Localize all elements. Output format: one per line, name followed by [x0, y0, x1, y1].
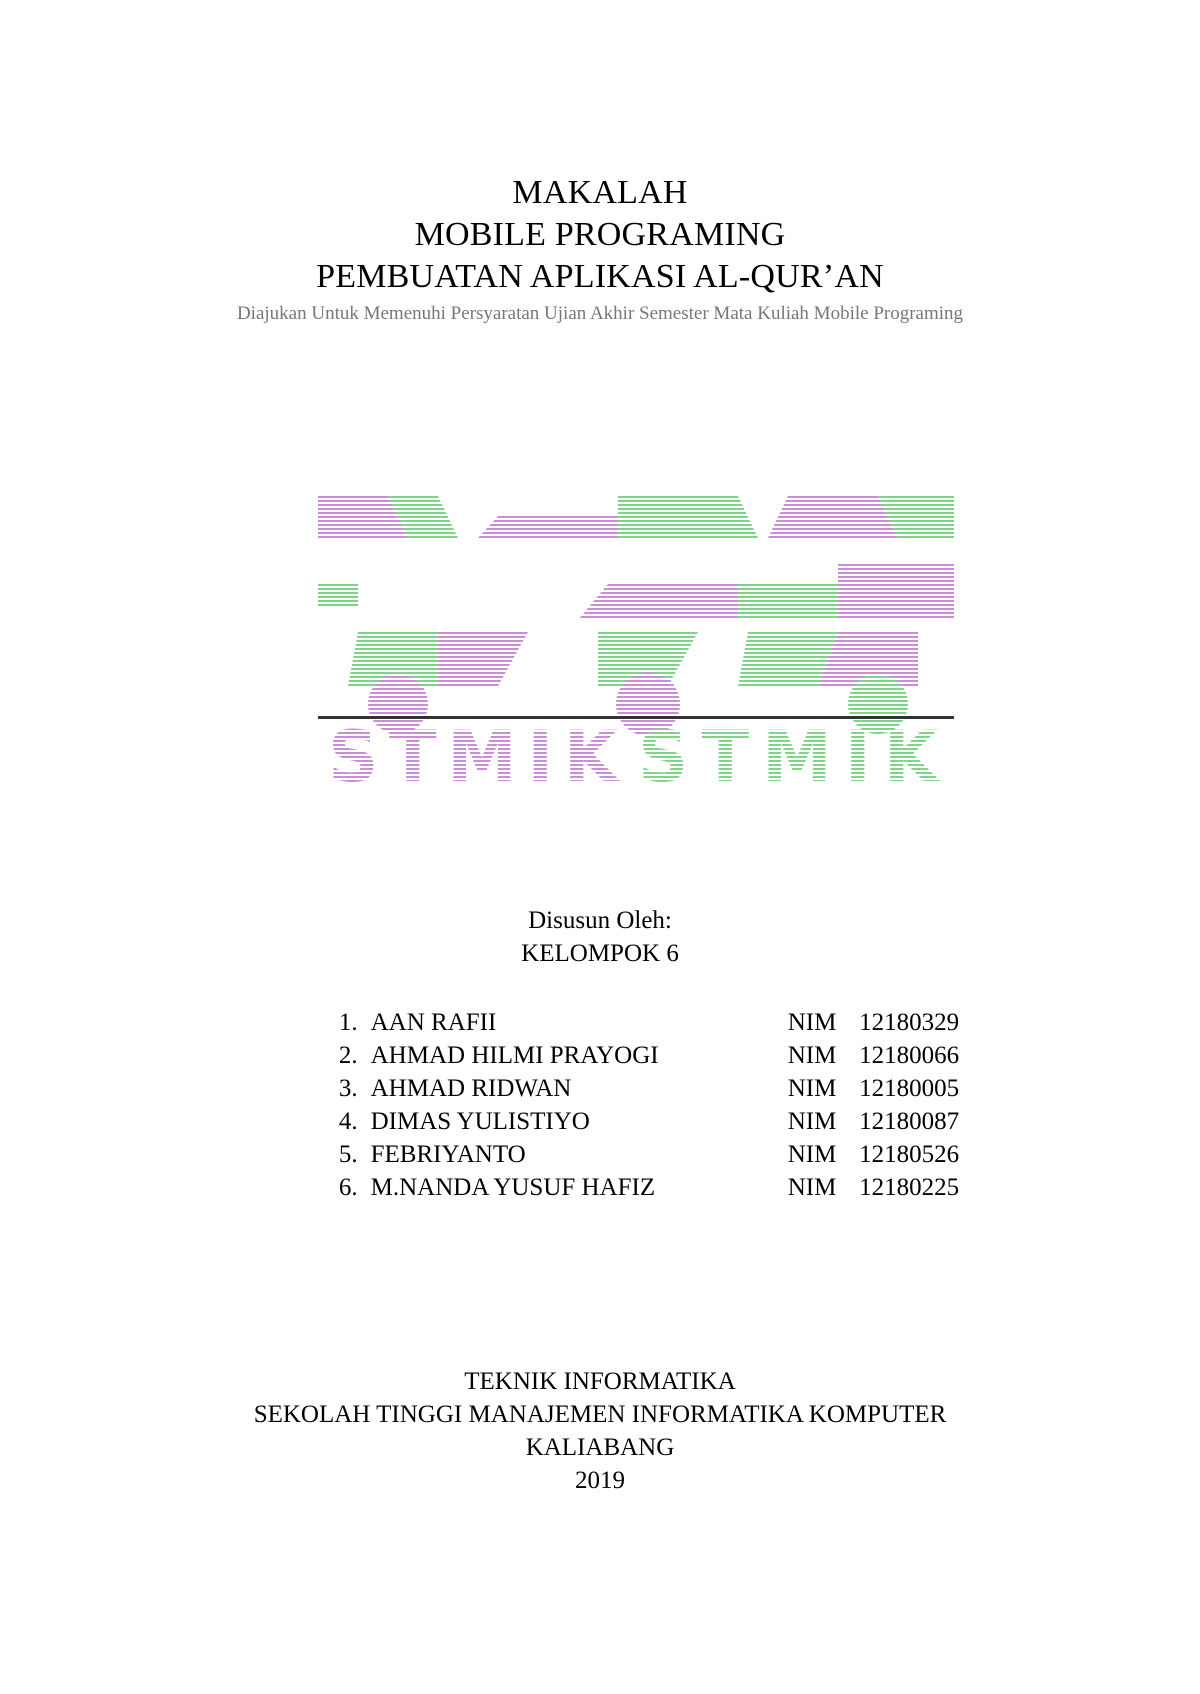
- member-name: DIMAS YULISTIYO: [370, 1108, 590, 1135]
- logo-shape: [838, 564, 954, 620]
- member-number: 5.: [338, 1141, 358, 1168]
- member-number: 3.: [338, 1075, 358, 1102]
- nim-value: 12180087: [859, 1108, 960, 1135]
- logo-shape: [478, 516, 618, 538]
- member-name: FEBRIYANTO: [370, 1141, 526, 1168]
- nim-label: NIM: [787, 1009, 837, 1036]
- member-row: [318, 1072, 978, 1105]
- institution-logo: [318, 496, 954, 784]
- nim-label: NIM: [787, 1042, 837, 1069]
- logo-shape: [578, 584, 738, 620]
- logo-text: STMIK: [328, 716, 618, 784]
- member-row: [318, 1039, 978, 1072]
- title-block: [0, 172, 1200, 326]
- footer-block: [0, 1365, 1200, 1497]
- member-number: 1.: [338, 1009, 358, 1036]
- member-number: 2.: [338, 1042, 358, 1069]
- group-name: KELOMPOK 6: [521, 940, 679, 967]
- member-number: 4.: [338, 1108, 358, 1135]
- logo-shape: [618, 496, 758, 538]
- member-name: AHMAD RIDWAN: [370, 1075, 572, 1102]
- nim-label: NIM: [787, 1174, 837, 1201]
- author-label: Disusun Oleh:: [528, 907, 672, 934]
- logo-shape: [768, 496, 898, 538]
- project-title: PEMBUATAN APLIKASI AL-QUR’AN: [316, 258, 884, 295]
- nim-value: 12180526: [859, 1141, 960, 1168]
- course-title: MOBILE PROGRAMING: [414, 216, 786, 253]
- member-row: [318, 1138, 978, 1171]
- institution-name: SEKOLAH TINGGI MANAJEMEN INFORMATIKA KOMPUTER: [253, 1401, 947, 1428]
- member-name: M.NANDA YUSUF HAFIZ: [370, 1174, 656, 1201]
- member-row: [318, 1105, 978, 1138]
- logo-shape: [438, 632, 528, 686]
- author-block: [0, 904, 1200, 970]
- logo-shape: [318, 584, 358, 606]
- document-year: 2019: [575, 1467, 625, 1494]
- nim-label: NIM: [787, 1075, 837, 1102]
- subtitle: Diajukan Untuk Memenuhi Persyaratan Ujian Akhir Semester Mata Kuliah Mobile Programing: [236, 303, 964, 324]
- member-row: [318, 1006, 978, 1039]
- member-name: AAN RAFII: [370, 1009, 497, 1036]
- member-row: [318, 1171, 978, 1204]
- logo-shape: [738, 584, 838, 620]
- logo-text: STMIK: [638, 716, 938, 784]
- member-list: [318, 1006, 978, 1204]
- document-type-title: MAKALAH: [512, 174, 688, 211]
- nim-value: 12180005: [859, 1075, 960, 1102]
- department-name: TEKNIK INFORMATIKA: [464, 1368, 736, 1395]
- nim-label: NIM: [787, 1141, 837, 1168]
- nim-value: 12180066: [859, 1042, 960, 1069]
- nim-label: NIM: [787, 1108, 837, 1135]
- member-name: AHMAD HILMI PRAYOGI: [370, 1042, 659, 1069]
- institution-location: KALIABANG: [525, 1434, 675, 1461]
- nim-value: 12180329: [859, 1009, 960, 1036]
- nim-value: 12180225: [859, 1174, 960, 1201]
- member-number: 6.: [338, 1174, 358, 1201]
